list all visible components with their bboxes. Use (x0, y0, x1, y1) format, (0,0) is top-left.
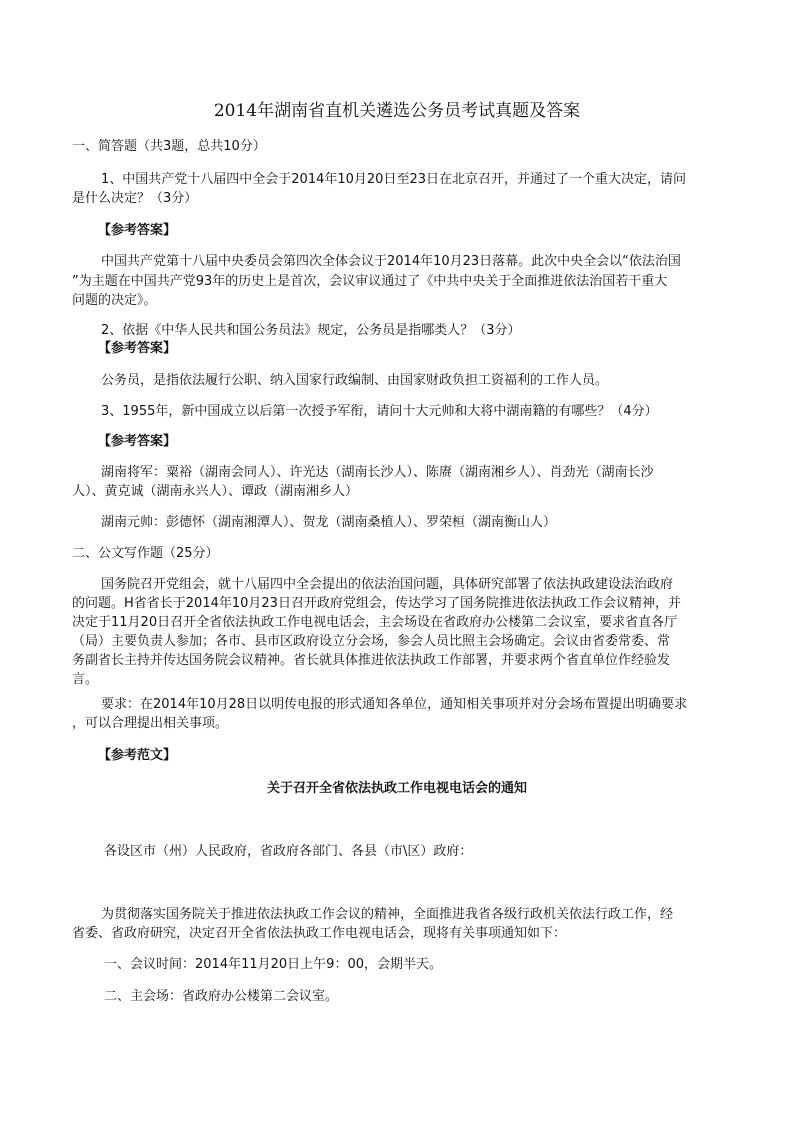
requirement-line2: ，可以合理提出相关事项。 (72, 716, 229, 731)
prompt-line3: 决定于11月20日召开全省依法执政工作电视电话会，主会场设在省政府办公楼第二会议室，要求省直各厅 (72, 615, 678, 630)
notice-item1: 一、会议时间：2014年11月20日上午9：00，会期半天。 (104, 957, 442, 972)
notice-item2: 二、主会场：省政府办公楼第二会议室。 (104, 989, 339, 1004)
answer1-line3: 问题的决定》。 (72, 293, 157, 308)
reference-answer-label-2: 【参考答案】 (98, 341, 177, 356)
reference-sample-label: 【参考范文】 (98, 748, 177, 763)
notice-title: 关于召开全省依法执政工作电视电话会的通知 (266, 781, 527, 796)
answer3-line2: 人）、黄克诚（湖南永兴人）、谭政（湖南湘乡人） (72, 484, 359, 499)
prompt-line4: （局）主要负责人参加；各市、县市区政府设立分会场，参会人员比照主会场确定。会议由省委常委、常 (72, 634, 671, 649)
answer3-line1: 湖南将军：粟裕（湖南会同人）、许光达（湖南长沙人）、陈赓（湖南湘乡人）、肖劲光（湖南长沙 (101, 465, 654, 480)
page-title: 2014年湖南省直机关遴选公务员考试真题及答案 (213, 101, 581, 121)
prompt-line1: 国务院召开党组会，就十八届四中全会提出的依法治国问题，具体研究部署了依法执政建设法治政府 (101, 577, 674, 592)
question2: 2、依据《中华人民共和国公务员法》规定，公务员是指哪类人？（3分） (101, 323, 521, 338)
requirement-line1: 要求：在2014年10月28日以明传电报的形式通知各单位，通知相关事项并对分会场布置提出明确要求 (101, 697, 688, 712)
notice-salutation: 各设区市（州）人民政府，省政府各部门、各县（市\区）政府： (104, 844, 473, 859)
answer1-line1: 中国共产党第十八届中央委员会第四次全体会议于2014年10月23日落幕。此次中央全会以“依法治国 (101, 254, 681, 269)
section1-heading: 一、简答题（共3题，总共10分） (72, 139, 266, 154)
answer3-line3: 湖南元帅：彭德怀（湖南湘潭人）、贺龙（湖南桑植人）、罗荣桓（湖南衡山人） (101, 515, 557, 530)
prompt-line5: 务副省长主持并传达国务院会议精神。省长就具体推进依法执政工作部署，并要求两个省直单位作经验发 (72, 653, 671, 668)
question3: 3、1955年，新中国成立以后第一次授予军衔，请问十大元帅和大将中湖南籍的有哪些？（4分） (101, 404, 658, 419)
answer2: 公务员，是指依法履行公职、纳入国家行政编制、由国家财政负担工资福利的工作人员。 (101, 373, 609, 388)
prompt-line2: 的问题。H省省长于2014年10月23日召开政府党组会，传达学习了国务院推进依法执政工作会议精神，并 (72, 596, 681, 611)
notice-body-line2: 省委、省政府研究，决定召开全省依法执政工作电视电话会，现将有关事项通知如下： (72, 926, 567, 941)
reference-answer-label-1: 【参考答案】 (98, 223, 177, 238)
reference-answer-label-3: 【参考答案】 (98, 434, 177, 449)
answer1-line2: ”为主题在中国共产党93年的历史上是首次，会议审议通过了《中共中央关于全面推进依法治国若干重大 (72, 274, 668, 289)
section2-heading: 二、公文写作题（25分） (72, 546, 219, 561)
question1-line1: 1、中国共产党十八届四中全会于2014年10月20日至23日在北京召开，并通过了一个重大决定，请问 (101, 172, 686, 187)
notice-body-line1: 为贯彻落实国务院关于推进依法执政工作会议的精神，全面推进我省各级行政机关依法行政工作，经 (101, 907, 674, 922)
prompt-line6: 言。 (72, 672, 99, 687)
question1-line2: 是什么决定？（3分） (72, 191, 198, 206)
